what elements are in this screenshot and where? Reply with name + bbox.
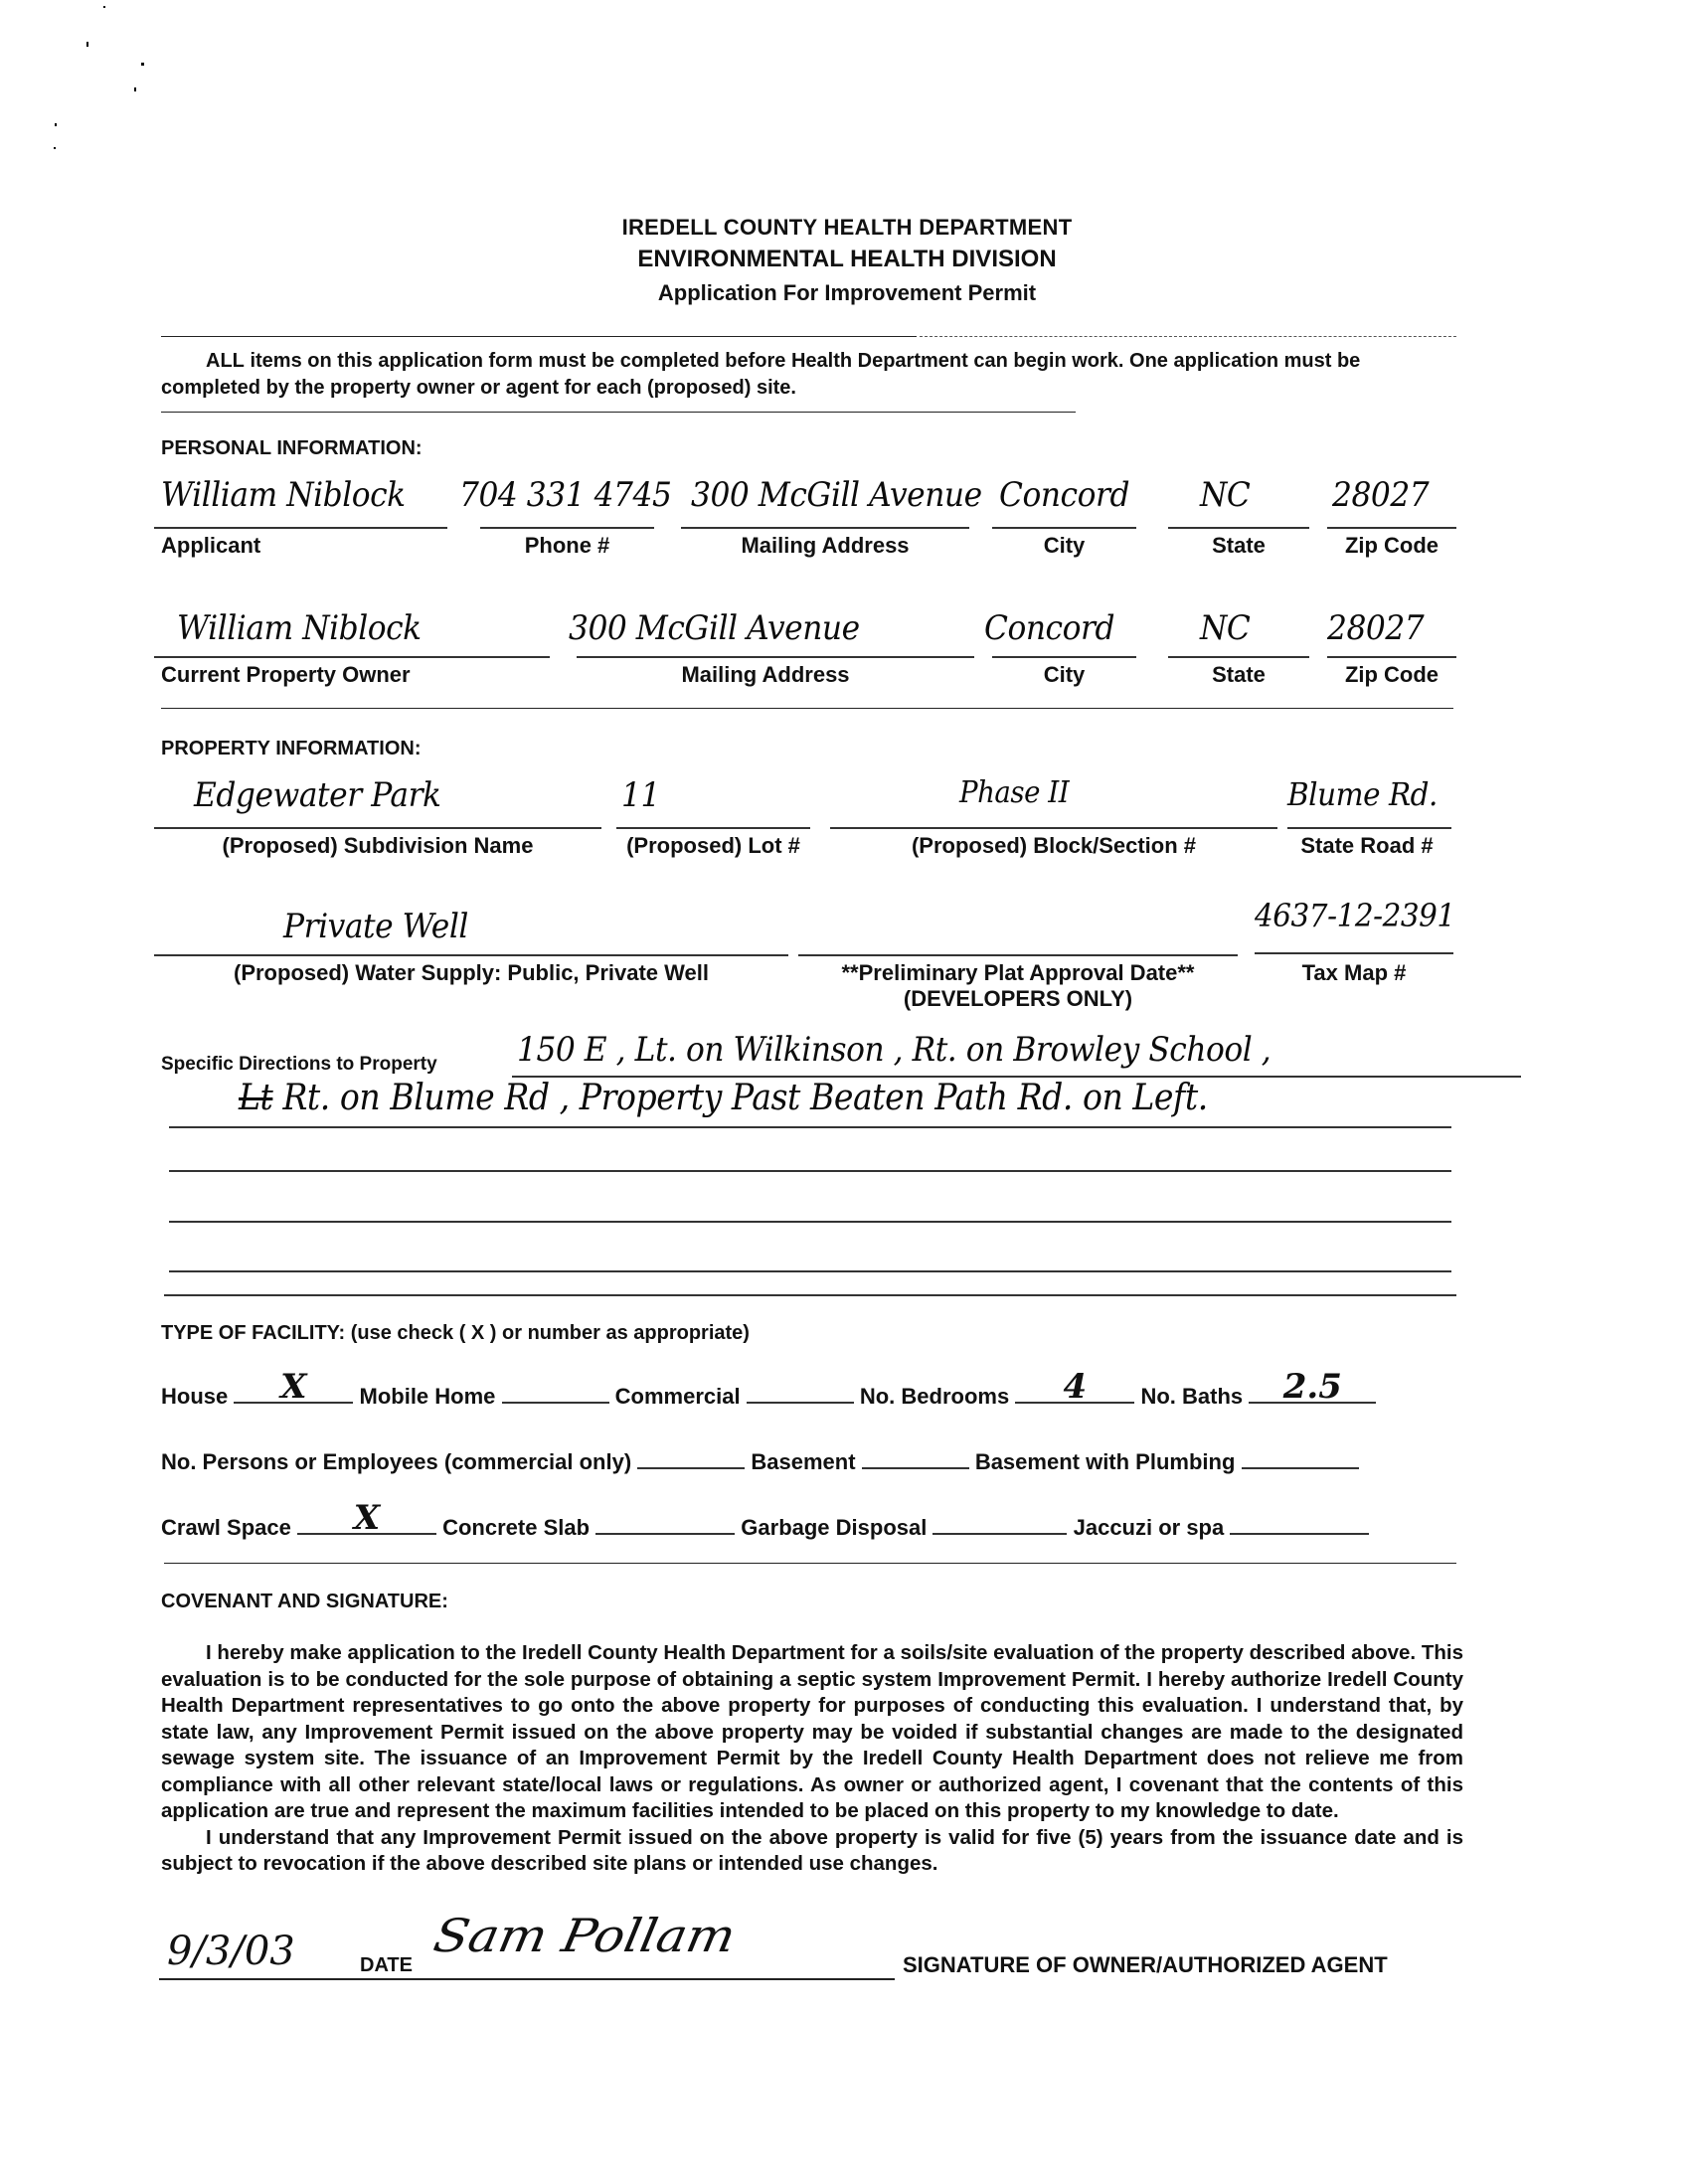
divider [161,412,1076,413]
baths-label: No. Baths [1140,1384,1244,1409]
directions-line-5 [169,1270,1451,1272]
applicant-line [154,527,447,529]
house-field[interactable] [234,1367,353,1407]
water-supply-line [154,954,788,956]
lot-line [616,827,810,829]
divider [920,336,1456,337]
scan-speck [54,147,56,149]
owner-state-value[interactable]: NC [1200,608,1251,648]
applicant-city-line [992,527,1136,529]
plat-date-label: **Preliminary Plat Approval Date** [841,960,1195,985]
applicant-address-label: Mailing Address [741,533,910,558]
state-road-label: State Road # [1300,833,1434,858]
date-label: DATE [360,1954,413,1976]
directions-line-4 [169,1221,1451,1223]
baths-field[interactable] [1249,1367,1376,1407]
block-line [830,827,1277,829]
applicant-label: Applicant [161,533,261,558]
block-value[interactable]: Phase II [959,775,1070,810]
state-road-value[interactable]: Blume Rd. [1287,775,1438,813]
plat-date-note: (DEVELOPERS ONLY) [903,986,1133,1011]
concrete-slab-field[interactable] [595,1509,735,1535]
baths-value: 2.5 [1282,1367,1342,1407]
divider [161,708,1453,709]
owner-city-line [992,656,1136,658]
directions-line1[interactable]: 150 E , Lt. on Wilkinson , Rt. on Browley School , [517,1030,1271,1070]
plat-date-line [798,954,1238,956]
jacuzzi-label: Jaccuzi or spa [1073,1515,1225,1540]
applicant-state-label: State [1212,533,1266,558]
divider [161,336,917,337]
applicant-state-line [1168,527,1309,529]
property-info-heading: PROPERTY INFORMATION: [161,738,422,759]
house-label: House [161,1384,229,1409]
directions-line-2 [169,1126,1451,1128]
divider [164,1563,1456,1564]
jacuzzi-field[interactable] [1230,1509,1369,1535]
scan-speck [86,42,88,47]
instructions-text [161,348,1463,402]
covenant-heading: COVENANT AND SIGNATURE: [161,1591,448,1612]
scan-speck [103,6,105,8]
concrete-slab-label: Concrete Slab [442,1515,591,1540]
block-label: (Proposed) Block/Section # [911,833,1197,858]
owner-address-line [577,656,974,658]
crawl-space-label: Crawl Space [161,1515,291,1540]
facility-heading: TYPE OF FACILITY: [161,1322,346,1344]
phone-label: Phone # [524,533,610,558]
garbage-disposal-label: Garbage Disposal [741,1515,928,1540]
owner-state-line [1168,656,1309,658]
directions-line2: Rt. on Blume Rd , Property Past Beaten Path Rd. on Left. [272,1078,1208,1118]
form-title: Application For Improvement Permit [657,280,1037,305]
facility-heading-note: (use check ( X ) or number as appropriate) [345,1322,750,1344]
date-value[interactable]: 9/3/03 [167,1929,295,1974]
owner-city-value[interactable]: Concord [984,608,1115,648]
department-title: IREDELL COUNTY HEALTH DEPARTMENT [621,215,1073,240]
applicant-value[interactable]: William Niblock [161,475,406,515]
scan-speck [55,123,57,126]
applicant-city-value[interactable]: Concord [999,475,1130,515]
mobile-home-field[interactable] [502,1378,609,1404]
covenant-paragraph-1: I hereby make application to the Iredell County Health Department for a soils/site evaluation of the property described above. This evaluation is to be conducted for the sole purpose of obtaining a septic system Improvement Permit. I hereby authorize Iredell County Health Department representatives to go onto the above property for purposes of conducting this evaluation. I understand that, by state law, any Improvement Permit issued on the above property may be voided if substantial changes are made to the designated sewage system site. The issuance of an Improvement Permit by the Iredell County Health Department does not relieve me from compliance with all other relevant state/local laws or regulations. As owner or authorized agent, I covenant that the contents of this application are true and represent the maximum facilities intended to be placed on this property to my knowledge to date. [161,1641,1463,1822]
instructions-lead: ALL [206,350,245,372]
owner-zip-value[interactable]: 28027 [1327,608,1425,648]
bedrooms-value: 4 [1063,1367,1088,1407]
facility-row-1 [161,1367,1376,1410]
applicant-state-value[interactable]: NC [1200,475,1251,515]
basement-label: Basement [751,1449,856,1474]
facility-row-3 [161,1498,1369,1541]
signature-date-line [159,1978,895,1980]
owner-city-label: City [1043,662,1086,687]
directions-line-3 [169,1170,1451,1172]
applicant-zip-value[interactable]: 28027 [1332,475,1430,515]
phone-value[interactable]: 704 331 4745 [459,475,672,515]
crawl-space-value: X [353,1498,381,1538]
mobile-home-label: Mobile Home [359,1384,496,1409]
covenant-paragraph-2: I understand that any Improvement Permit issued on the above property is valid for five (5) years from the issuance date and is subject to revocation if the above described site plans or intended use changes. [161,1825,1463,1875]
house-value: X [280,1367,307,1407]
applicant-city-label: City [1043,533,1086,558]
lot-value[interactable]: 11 [621,775,660,815]
facility-row-2 [161,1443,1359,1475]
subdivision-value[interactable]: Edgewater Park [194,775,441,815]
commercial-label: Commercial [614,1384,741,1409]
water-supply-label: (Proposed) Water Supply: Public, Private Well [234,960,709,985]
lot-label: (Proposed) Lot # [626,833,800,858]
applicant-address-line [681,527,969,529]
applicant-zip-label: Zip Code [1344,533,1440,558]
covenant-text [161,1640,1463,1878]
basement-field[interactable] [862,1443,969,1469]
facility-heading-wrap [161,1322,750,1345]
crawl-space-field[interactable] [297,1498,436,1538]
state-road-line [1287,827,1451,829]
owner-value[interactable]: William Niblock [177,608,422,648]
bedrooms-label: No. Bedrooms [859,1384,1010,1409]
owner-zip-line [1327,656,1456,658]
directions-line-6 [164,1294,1456,1296]
tax-map-line [1255,952,1453,954]
applicant-zip-line [1327,527,1456,529]
persons-field[interactable] [637,1443,745,1469]
owner-state-label: State [1212,662,1266,687]
basement-plumbing-label: Basement with Plumbing [974,1449,1236,1474]
directions-line2-wrap[interactable] [239,1078,1208,1118]
scan-speck [141,63,144,66]
directions-label: Specific Directions to Property [161,1054,437,1075]
garbage-disposal-field[interactable] [932,1509,1067,1535]
basement-plumbing-field[interactable] [1242,1443,1359,1469]
water-supply-value[interactable]: Private Well [283,907,468,946]
commercial-field[interactable] [747,1378,854,1404]
instructions-body: items on this application form must be completed before Health Department can begin work. One application must be completed by the property owner or agent for each (proposed) site. [161,350,1361,399]
owner-address-value[interactable]: 300 McGill Avenue [569,608,860,648]
signature-label: SIGNATURE OF OWNER/AUTHORIZED AGENT [903,1952,1388,1977]
struck-text: Lt [239,1078,273,1118]
scan-speck [134,87,136,91]
owner-zip-label: Zip Code [1344,662,1440,687]
personal-info-heading: PERSONAL INFORMATION: [161,437,423,459]
phone-line [480,527,654,529]
bedrooms-field[interactable] [1015,1367,1134,1407]
tax-map-value[interactable]: 4637-12-2391 [1255,897,1455,934]
division-title: ENVIRONMENTAL HEALTH DIVISION [637,246,1057,272]
owner-address-label: Mailing Address [681,662,850,687]
owner-label: Current Property Owner [161,662,411,687]
tax-map-label: Tax Map # [1301,960,1407,985]
signature-value[interactable]: Sam Pollam [429,1909,741,1962]
subdivision-line [154,827,601,829]
applicant-address-value[interactable]: 300 McGill Avenue [691,475,982,515]
persons-label: No. Persons or Employees (commercial only) [161,1449,632,1474]
subdivision-label: (Proposed) Subdivision Name [222,833,534,858]
owner-line [154,656,550,658]
